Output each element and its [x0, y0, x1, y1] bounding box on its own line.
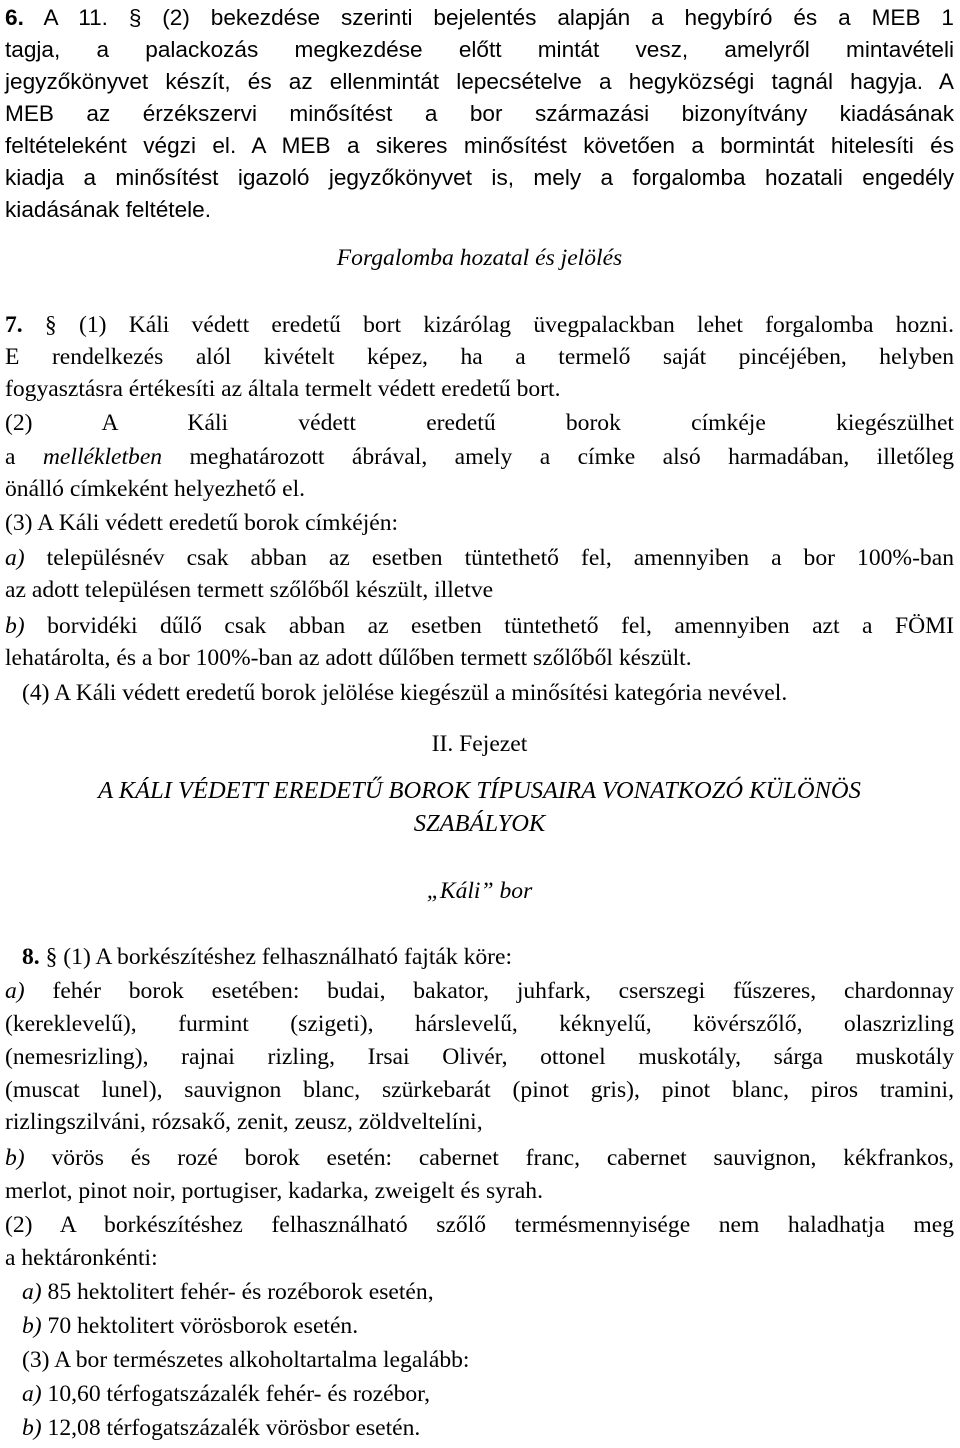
paragraph-7-3-b-line-1 [5, 611, 954, 641]
list-marker-a: a) [5, 545, 25, 571]
list-marker-a: a) [22, 1279, 42, 1305]
paragraph-7-3-a-line-2: az adott településen termett szőlőből készült, illetve [5, 577, 494, 603]
wine-type-heading: „Káli” bor [426, 878, 533, 904]
paragraph-8-a-line-2: (kereklevelű), furmint (szigeti), hárslevelű, kéknyelű, kövérszőlő, olaszrizling [5, 1011, 954, 1037]
text-span: § (1) A borkészítéshez felhasználható fajták köre: [39, 944, 513, 970]
paragraph-6-line-2: tagja, a palackozás megkezdése előtt mintát vesz, amelyről mintavételi [5, 37, 954, 62]
chapter-title-line-2: SZABÁLYOK [413, 810, 546, 837]
text-span: a [5, 444, 43, 470]
paragraph-8-a-line-3: (nemesrizling), rajnai rizling, Irsai Olivér, ottonel muskotály, sárga muskotály [5, 1044, 954, 1070]
paragraph-7-4: (4) A Káli védett eredetű borok jelölése kiegészül a minősítési kategória nevével. [22, 680, 788, 706]
section-number: 6. [5, 5, 24, 30]
text-span: borvidéki dűlő csak abban az esetben tüntethető fel, amennyiben azt a FÖMI [24, 613, 954, 639]
paragraph-6-line-7: kiadásának feltétele. [5, 197, 211, 222]
paragraph-7-2-line-2 [5, 442, 954, 472]
text-span: 12,08 térfogatszázalék vörösbor esetén. [41, 1415, 421, 1441]
paragraph-8-3-a [22, 1379, 954, 1409]
paragraph-8-a-line-4: (muscat lunel), sauvignon blanc, szürkebarát (pinot gris), pinot blanc, piros tramini, [5, 1077, 954, 1103]
paragraph-6-line-1 [5, 3, 954, 33]
list-marker-b: b) [5, 1145, 25, 1171]
paragraph-8-b-line-2: merlot, pinot noir, portugiser, kadarka, zweigelt és syrah. [5, 1178, 543, 1204]
section-number: 7. [5, 312, 23, 338]
paragraph-8-a-line-1 [5, 976, 954, 1006]
paragraph-6-line-6: kiadja a minősítést igazoló jegyzőkönyvet is, mely a forgalomba hozatali engedély [5, 165, 954, 190]
paragraph-8-3: (3) A bor természetes alkoholtartalma legalább: [22, 1347, 470, 1373]
paragraph-7-3-line-1: (3) A Káli védett eredetű borok címkéjén: [5, 510, 399, 536]
text-span: 70 hektolitert vörösborok esetén. [41, 1313, 359, 1339]
text-span: vörös és rozé borok esetén: cabernet franc, cabernet sauvignon, kékfrankos, [24, 1145, 954, 1171]
paragraph-6-line-5: feltételeként végzi el. A MEB a sikeres minősítést követően a bormintát hitelesíti és [5, 133, 954, 158]
text-span: 85 hektolitert fehér- és rozéborok esetén, [41, 1279, 434, 1305]
italic-term: mellékletben [42, 444, 163, 470]
paragraph-7-2-line-1: (2) A Káli védett eredetű borok címkéje kiegészülhet [5, 410, 954, 436]
list-marker-b: b) [22, 1313, 42, 1339]
paragraph-8-line-1 [22, 942, 954, 972]
chapter-number: II. Fejezet [431, 731, 528, 757]
text-span: § (1) Káli védett eredetű bort kizárólag üvegpalackban lehet forgalomba hozni. [22, 312, 954, 338]
text-span: A 11. § (2) bekezdése szerinti bejelentés alapján a hegybíró és a MEB 1 [23, 5, 954, 30]
list-marker-b: b) [22, 1415, 42, 1441]
chapter-title-line-1: A KÁLI VÉDETT EREDETŰ BOROK TÍPUSAIRA VONATKOZÓ KÜLÖNÖS [98, 777, 861, 804]
paragraph-7-3-b-line-2: lehatárolta, és a bor 100%-ban az adott dűlőben termett szőlőből készült. [5, 645, 692, 671]
section-number: 8. [22, 944, 40, 970]
paragraph-7-line-3: fogyasztásra értékesíti az általa termelt védett eredetű bort. [5, 376, 561, 402]
paragraph-6-line-3: jegyzőkönyvet készít, és az ellenmintát lepecsételve a hegyközségi tagnál hagyja. A [5, 69, 954, 94]
text-span: 10,60 térfogatszázalék fehér- és rozébor, [41, 1381, 430, 1407]
paragraph-7-3-a-line-1 [5, 543, 954, 573]
list-marker-a: a) [22, 1381, 42, 1407]
paragraph-8-3-b [22, 1413, 954, 1443]
text-span: meghatározott ábrával, amely a címke alsó harmadában, illetőleg [162, 444, 954, 470]
paragraph-8-2-b [22, 1311, 954, 1341]
paragraph-6-line-4: MEB az érzékszervi minősítést a bor származási bizonyítvány kiadásának [5, 101, 954, 126]
paragraph-8-2-line-2: a hektáronkénti: [5, 1245, 158, 1271]
paragraph-8-b-line-1 [5, 1143, 954, 1173]
paragraph-8-2-a [22, 1277, 954, 1307]
paragraph-7-2-line-3: önálló címkeként helyezhető el. [5, 476, 306, 502]
paragraph-7-line-1 [5, 310, 954, 340]
list-marker-a: a) [5, 978, 25, 1004]
text-span: településnév csak abban az esetben tüntethető fel, amennyiben a bor 100%-ban [24, 545, 954, 571]
paragraph-8-2-line-1: (2) A borkészítéshez felhasználható szőlő termésmennyisége nem haladhatja meg [5, 1212, 954, 1238]
subheading-forgalomba-hozatal: Forgalomba hozatal és jelölés [336, 245, 623, 271]
paragraph-7-line-2: E rendelkezés alól kivételt képez, ha a termelő saját pincéjében, helyben [5, 344, 954, 370]
list-marker-b: b) [5, 613, 25, 639]
text-span: fehér borok esetében: budai, bakator, juhfark, cserszegi fűszeres, chardonnay [24, 978, 954, 1004]
paragraph-8-a-line-5: rizlingszilváni, rózsakő, zenit, zeusz, zöldveltelíni, [5, 1109, 483, 1135]
